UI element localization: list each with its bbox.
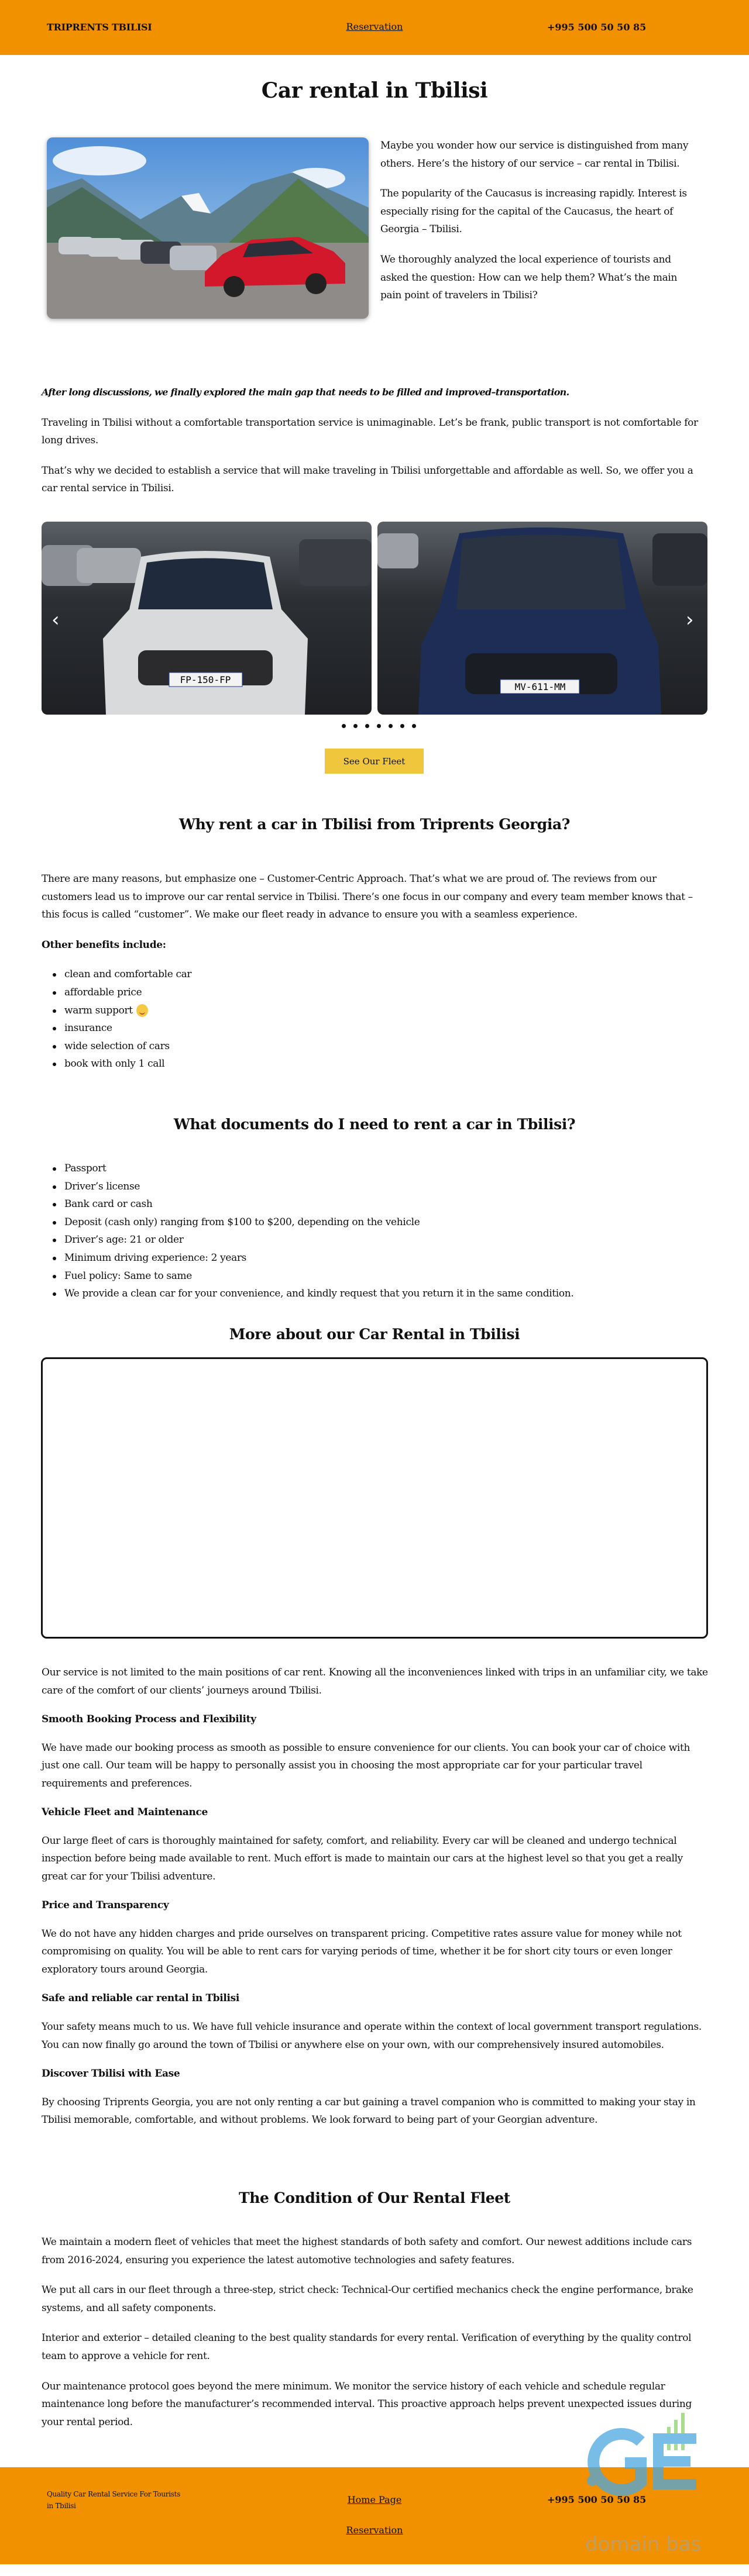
hero-paragraph: We thoroughly analyzed the local experience of tourists and asked the question: How can we help them? What’s the main pain point of travelers in Tbilisi?: [380, 253, 678, 302]
section-heading: Smooth Booking Process and Flexibility: [42, 1713, 256, 1725]
carousel-dot[interactable]: [412, 724, 416, 728]
header-phone[interactable]: +995 500 50 50 85: [547, 22, 647, 33]
benefit-item: clean and comfortable car: [42, 965, 709, 984]
carousel-prev-arrow-icon[interactable]: ‹: [51, 608, 60, 632]
carousel-dot[interactable]: [342, 724, 346, 728]
site-footer: [0, 2467, 749, 2564]
intro-emphasis: After long discussions, we finally explored the main gap that needs to be filled and improved–transportation.: [42, 387, 569, 398]
reservation-link[interactable]: Reservation: [346, 21, 403, 32]
footer-nav-2: [0, 2525, 749, 2536]
section-text: By choosing Triprents Georgia, you are not only renting a car but gaining a travel companion who is committed to making your stay in Tbilisi memorable, comfortable, and without problems. We look forward to being part of your Georgian adventure.: [42, 2096, 696, 2126]
benefits-list: [42, 965, 709, 1073]
intro-section: [42, 384, 709, 510]
smiling-face-icon: [136, 1004, 148, 1017]
carousel-slide: [42, 522, 372, 715]
benefit-item: book with only 1 call: [42, 1055, 709, 1073]
hero-text: [380, 137, 696, 317]
section-heading: Price and Transparency: [42, 1899, 169, 1911]
intro-paragraph: Traveling in Tbilisi without a comfortable transportation service is unimaginable. Let’s be frank, public transport is not comfortable for long drives.: [42, 416, 698, 447]
why-paragraph: There are many reasons, but emphasize one – Customer-Centric Approach. That’s what we are proud of. The reviews from our customers lead us to improve our car rental service in Tbilisi. There’s one focus in our company and every team member knows that – this focus is called “customer”. We make our fleet ready in advance to ensure you with a seamless experience.: [42, 873, 693, 921]
documents-list: [42, 1160, 709, 1303]
page-title: Car rental in Tbilisi: [261, 78, 488, 103]
why-heading: Why rent a car in Tbilisi from Triprents Georgia?: [178, 816, 570, 833]
site-header: [0, 0, 749, 55]
embedded-video-frame[interactable]: [41, 1357, 708, 1639]
footer-tagline: Quality Car Rental Service For Tourists in Tbilisi: [47, 2490, 180, 2510]
plate-text: MV-611-MM: [514, 681, 566, 692]
carousel-dot[interactable]: [377, 724, 381, 728]
document-item: We provide a clean car for your convenience, and kindly request that you return it in the same condition.: [42, 1285, 709, 1303]
document-item: Driver’s license: [42, 1178, 709, 1196]
section-heading: Vehicle Fleet and Maintenance: [42, 1806, 208, 1818]
condition-paragraph: We put all cars in our fleet through a three-step, strict check: Technical-Our certified mechanics check the engine performance, brake systems, and all safety components.: [42, 2284, 693, 2314]
more-section: [42, 1664, 709, 2140]
document-item: Deposit (cash only) ranging from $100 to $200, depending on the vehicle: [42, 1213, 709, 1232]
document-item: Passport: [42, 1160, 709, 1178]
see-our-fleet-button[interactable]: See Our Fleet: [325, 749, 424, 774]
document-item: Driver’s age: 21 or older: [42, 1231, 709, 1249]
carousel-dot[interactable]: [365, 724, 369, 728]
condition-section: [42, 2233, 709, 2443]
section-text: We have made our booking process as smooth as possible to ensure convenience for our clients. You can book your car of choice with just one call. Our team will be happy to personally assist you in choosing the most appropriate car for your particular travel requirements and preferences.: [42, 1742, 690, 1789]
carousel-slide: [377, 522, 707, 715]
benefit-item: wide selection of cars: [42, 1037, 709, 1056]
carousel-next-arrow-icon[interactable]: ›: [686, 608, 694, 632]
footer-phone[interactable]: +995 500 50 50 85: [547, 2494, 647, 2505]
benefit-item: affordable price: [42, 984, 709, 1002]
documents-heading: What documents do I need to rent a car in Tbilisi?: [173, 1116, 576, 1133]
carousel-dots: [342, 724, 416, 728]
hero-image: [47, 137, 369, 319]
site-logo[interactable]: TRIPRENTS TBILISI: [47, 22, 152, 33]
condition-heading: The Condition of Our Rental Fleet: [239, 2189, 510, 2206]
document-item: Bank card or cash: [42, 1195, 709, 1213]
hero-paragraph: The popularity of the Caucasus is increasing rapidly. Interest is especially rising for the capital of the Caucasus, the heart of Georgia – Tbilisi.: [380, 188, 687, 236]
home-page-link[interactable]: Home Page: [347, 2494, 402, 2505]
more-intro: Our service is not limited to the main positions of car rent. Knowing all the inconveniences linked with trips in an unfamiliar city, we take care of the comfort of our clients’ journeys around Tbilisi.: [42, 1667, 708, 1696]
why-section: [42, 870, 709, 1073]
document-item: Fuel policy: Same to same: [42, 1267, 709, 1285]
hero-paragraph: Maybe you wonder how our service is distinguished from many others. Here’s the history of our service – car rental in Tbilisi.: [380, 140, 689, 170]
section-text: We do not have any hidden charges and pride ourselves on transparent pricing. Competitive rates assure value for money while not compromising on quality. You will be able to rent cars for varying periods of time, whether it be for short city tours or even longer exploratory tours around Georgia.: [42, 1927, 682, 1976]
intro-paragraph: That’s why we decided to establish a service that will make traveling in Tbilisi unforgettable and affordable as well. So, we offer you a car rental service in Tbilisi.: [42, 464, 693, 495]
carousel-dot[interactable]: [353, 724, 358, 728]
plate-text: FP-150-FP: [180, 674, 231, 685]
document-item: Minimum driving experience: 2 years: [42, 1249, 709, 1267]
footer-reservation-link[interactable]: Reservation: [346, 2525, 403, 2536]
watermark-text: domain base: [585, 2533, 702, 2556]
benefit-item: warm support: [42, 1002, 709, 1020]
carousel-dot[interactable]: [400, 724, 404, 728]
benefits-label: Other benefits include:: [42, 939, 166, 951]
section-text: Your safety means much to us. We have full vehicle insurance and operate within the context of local government transport regulations. You can now finally go around the town of Tbilisi or anywhere else on your own, with our comprehensively insured automobiles.: [42, 2021, 702, 2051]
section-heading: Safe and reliable car rental in Tbilisi: [42, 1992, 239, 2005]
more-heading: More about our Car Rental in Tbilisi: [229, 1326, 520, 1343]
condition-paragraph: Interior and exterior – detailed cleaning to the best quality standards for every rental. Verification of everything by the quality control team to approve a vehicle for rent.: [42, 2332, 692, 2362]
carousel-dot[interactable]: [389, 724, 393, 728]
section-heading: Discover Tbilisi with Ease: [42, 2067, 180, 2080]
section-text: Our large fleet of cars is thoroughly maintained for safety, comfort, and reliability. Every car will be cleaned and undergo technical inspection before being made available to rent. Much effort is made to maintain our cars at the highest level so that you get a really great car for your Tbilisi adventure.: [42, 1834, 683, 1882]
condition-paragraph: Our maintenance protocol goes beyond the mere minimum. We monitor the service history of each vehicle and schedule regular maintenance long before the manufacturer’s recommended interval. This proactive approach helps prevent unexpected issues during your rental period.: [42, 2380, 692, 2428]
benefit-item: insurance: [42, 1019, 709, 1037]
condition-paragraph: We maintain a modern fleet of vehicles that meet the highest standards of both safety and comfort. Our newest additions include cars from 2016-2024, ensuring you experience the latest automotive technologies and safety features.: [42, 2236, 692, 2266]
